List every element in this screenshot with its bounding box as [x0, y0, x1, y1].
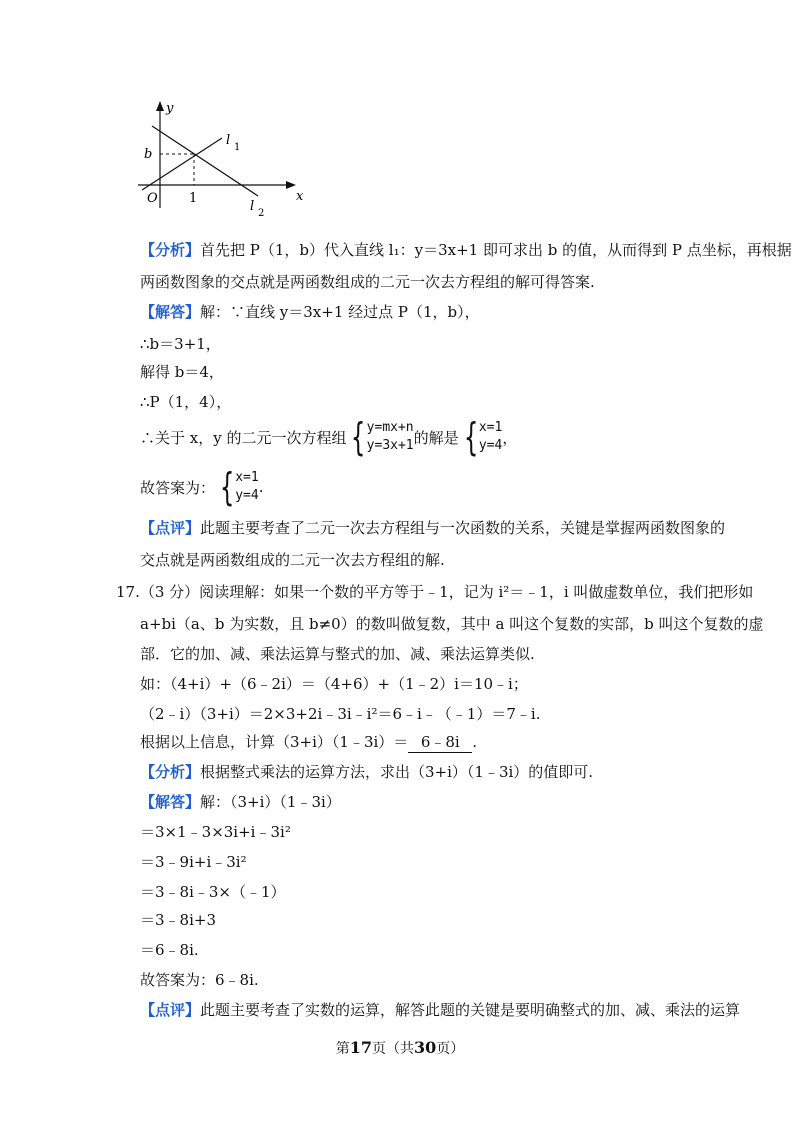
p16-comment-text-2: 交点就是两函数组成的二元一次去方程组的解. [140, 551, 445, 569]
p17-answer-blank: 6﹣8i [408, 732, 472, 753]
p17-comment-tag: 【点评】 [140, 1001, 201, 1019]
p16-answer-post: . [258, 478, 264, 496]
p17-step-4: ＝3﹣8i+3 [140, 911, 216, 929]
p17-comment-text-1: 此题主要考查了实数的运算，解答此题的关键是要明确整式的加、减、乘法的运算 [200, 1001, 741, 1019]
p17-question-line-3: 部．它的加、减、乘法运算与整式的加、减、乘法运算类似. [140, 645, 535, 663]
p16-analysis-line-2 [140, 272, 595, 292]
p16-answer [140, 465, 264, 509]
footer-total-pages: 30 [414, 1038, 437, 1057]
p17-step-3: ＝3﹣8i﹣3×（﹣1） [140, 883, 286, 901]
p16-sol-eq1: x=1 [478, 420, 503, 435]
p17-solution-tag: 【解答】 [140, 793, 201, 811]
page-footer [0, 1038, 800, 1058]
footer-page-number: 17 [349, 1038, 372, 1057]
p17-analysis-text: 根据整式乘法的运算方法，求出（3+i）（1﹣3i）的值即可. [200, 763, 594, 781]
p17-step-1: ＝3×1﹣3×3i+i﹣3i² [140, 823, 291, 841]
p17-analysis-tag: 【分析】 [140, 763, 201, 781]
p16-analysis-text-1: 首先把 P（1，b）代入直线 l₁：y＝3x+1 即可求出 b 的值，从而得到 P 点坐标，再根据 [200, 241, 792, 259]
l2-label: l [250, 199, 255, 214]
p17-step-2: ＝3﹣9i+i﹣3i² [140, 853, 247, 871]
left-brace-icon: { [219, 465, 235, 509]
p16-solution-tag: 【解答】 [140, 303, 201, 321]
p17-question-line-4: 如：（4+i）+（6﹣2i）＝（4+6）+（1﹣2）i＝10﹣i； [140, 675, 528, 693]
p16-solution-line [140, 302, 480, 322]
p17-question-end: . [472, 733, 478, 751]
p16-answer-system [235, 469, 258, 505]
p16-ans-eq1: x=1 [235, 470, 259, 485]
p16-step-4 [140, 415, 518, 459]
left-brace-icon: { [351, 415, 366, 459]
p16-analysis-tag: 【分析】 [140, 241, 201, 259]
p17-number: 17. [116, 583, 140, 601]
x-axis-label: x [296, 189, 304, 204]
p16-solution-system [479, 419, 502, 455]
x-axis-arrow [286, 181, 296, 189]
p16-answer-pre: 故答案为： [140, 478, 216, 497]
y-axis-arrow [156, 101, 164, 111]
p16-comment-line-1 [140, 518, 725, 538]
p17-step-5: ＝6﹣8i. [140, 941, 199, 959]
p17-analysis-line [140, 762, 593, 782]
p16-comment-tag: 【点评】 [140, 519, 201, 537]
origin-label: O [147, 191, 158, 206]
p16-comment-text-1: 此题主要考查了二元一次去方程组与一次函数的关系，关键是掌握两函数图象的 [200, 519, 726, 537]
p17-question-line-2: a+bi（a、b 为实数，且 b≠0）的数叫做复数，其中 a 叫这个复数的实部，b 叫这个复数的虚 [140, 615, 764, 633]
p16-step-4-mid: 的解是 [413, 428, 459, 447]
one-label: 1 [189, 191, 198, 206]
footer-post: 页） [436, 1041, 465, 1057]
footer-mid: 页（共 [372, 1041, 414, 1057]
p16-equation-system [367, 419, 414, 455]
l2-subscript: 2 [258, 208, 265, 218]
left-brace-icon: { [463, 415, 479, 459]
p16-ans-eq2: y=4 [235, 488, 259, 503]
footer-pre: 第 [335, 1041, 350, 1057]
p16-solution-text: 解：∵直线 y＝3x+1 经过点 P（1，b）， [200, 303, 480, 321]
p16-comment-line-2 [140, 550, 445, 570]
p16-sys-eq1: y=mx+n [366, 420, 414, 435]
p17-solution-text: 解：（3+i）（1﹣3i） [200, 793, 341, 811]
p17-question-line-6 [140, 732, 477, 753]
p17-question-line-1 [116, 582, 753, 602]
p16-step-4-pre: ∴关于 x，y 的二元一次方程组 [140, 428, 347, 447]
p16-analysis-text-2: 两函数图象的交点就是两函数组成的二元一次去方程组的解可得答案. [140, 273, 595, 291]
p16-step-4-post: ， [502, 428, 518, 447]
p16-sys-eq2: y=3x+1 [366, 438, 414, 453]
p16-analysis-line-1 [140, 240, 792, 260]
p17-comment-line-1 [140, 1000, 740, 1020]
p16-step-2: 解得 b＝4， [140, 363, 224, 381]
p16-step-1: ∴b＝3+1， [140, 335, 221, 353]
p17-answer: 故答案为：6﹣8i. [140, 971, 259, 989]
l1-label: l [226, 133, 231, 148]
p17-question-line-5: （2﹣i）（3+i）＝2×3+2i﹣3i﹣i²＝6﹣i﹣（﹣1）＝7﹣i. [140, 705, 541, 723]
l1-subscript: 1 [234, 142, 241, 153]
p17-question-text-1: （3 分）阅读理解：如果一个数的平方等于﹣1，记为 i²＝﹣1，i 叫做虚数单位，我们把形如 [139, 583, 754, 601]
p17-solution-line [140, 792, 341, 812]
p17-question-text-6: 根据以上信息，计算（3+i）（1﹣3i）＝ [140, 733, 409, 751]
b-label: b [144, 147, 153, 162]
p16-sol-eq2: y=4 [478, 438, 503, 453]
y-axis-label: y [166, 101, 174, 116]
p16-step-3: ∴P（1，4）， [140, 393, 232, 411]
coordinate-graph [130, 98, 310, 218]
